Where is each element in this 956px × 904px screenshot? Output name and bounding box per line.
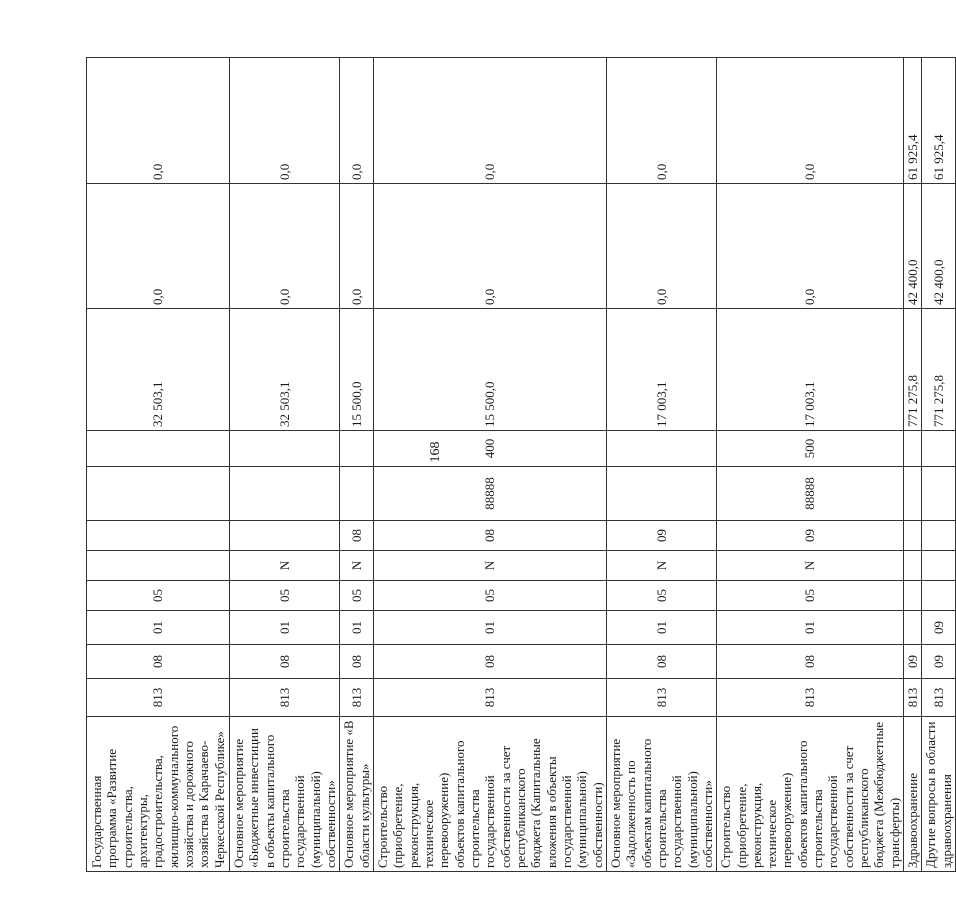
- direction-code: 08: [340, 521, 374, 551]
- amount-year-1: 17 003,1: [606, 309, 716, 431]
- amount-year-1: 771 275,8: [922, 309, 956, 431]
- table-row: [373, 58, 606, 872]
- expense-code: [340, 467, 374, 521]
- expense-type-code: [922, 431, 956, 467]
- amount-year-2: 0,0: [87, 184, 230, 309]
- amount-year-1: 17 003,1: [717, 309, 904, 431]
- program-code: 05: [373, 581, 606, 611]
- amount-year-1: 771 275,8: [904, 309, 922, 431]
- subprogram-code: [922, 551, 956, 581]
- direction-code: 09: [717, 521, 904, 551]
- amount-year-3: 0,0: [87, 58, 230, 184]
- subprogram-code: N: [340, 551, 374, 581]
- expense-code: [87, 467, 230, 521]
- amount-year-3: 61 925,4: [922, 58, 956, 184]
- row-name: Основное мероприятие «Задолженность по объектам капитального строительства государственной (муниципальной) собственности»: [606, 717, 716, 872]
- table-row: [717, 58, 904, 872]
- section-code: 08: [373, 645, 606, 679]
- row-name: Строительство (приобретение, реконструкция, техническое перевооружение) объектов капитального строительства государственной собственности за счет республиканского бюджета (Межбюджетные трансферты): [717, 717, 904, 872]
- amount-year-2: 0,0: [340, 184, 374, 309]
- ministry-code: 813: [606, 679, 716, 717]
- ministry-code: 813: [717, 679, 904, 717]
- program-code: 05: [230, 581, 340, 611]
- expense-type-code: [904, 431, 922, 467]
- subprogram-code: N: [606, 551, 716, 581]
- expense-type-code: 400: [373, 431, 606, 467]
- expense-type-code: [230, 431, 340, 467]
- amount-year-1: 32 503,1: [230, 309, 340, 431]
- subsection-code: 01: [606, 611, 716, 645]
- subsection-code: 01: [340, 611, 374, 645]
- subsection-code: 01: [230, 611, 340, 645]
- amount-year-3: 0,0: [340, 58, 374, 184]
- expense-code: [606, 467, 716, 521]
- amount-year-2: 0,0: [230, 184, 340, 309]
- amount-year-3: 0,0: [606, 58, 716, 184]
- amount-year-1: 15 500,0: [373, 309, 606, 431]
- ministry-code: 813: [922, 679, 956, 717]
- ministry-code: 813: [230, 679, 340, 717]
- subsection-code: 09: [922, 611, 956, 645]
- ministry-code: 813: [904, 679, 922, 717]
- subprogram-code: [904, 551, 922, 581]
- budget-table: [86, 57, 956, 872]
- table-row: [606, 58, 716, 872]
- amount-year-1: 32 503,1: [87, 309, 230, 431]
- program-code: 05: [87, 581, 230, 611]
- ministry-code: 813: [340, 679, 374, 717]
- amount-year-2: 42 400,0: [904, 184, 922, 309]
- direction-code: [922, 521, 956, 551]
- section-code: 08: [87, 645, 230, 679]
- direction-code: 08: [373, 521, 606, 551]
- expense-type-code: [340, 431, 374, 467]
- amount-year-3: 0,0: [230, 58, 340, 184]
- table-row: [340, 58, 374, 872]
- expense-code: [230, 467, 340, 521]
- table-row: [87, 58, 230, 872]
- row-name: Государственная программа «Развитие строительства, архитектуры, градостроительства, жилищно-коммунального хозяйства и дорожного хозяйства в Карачаево-Черкесской Республике»: [87, 717, 230, 872]
- subprogram-code: N: [717, 551, 904, 581]
- amount-year-3: 0,0: [373, 58, 606, 184]
- table-row: [922, 58, 956, 872]
- amount-year-2: 0,0: [717, 184, 904, 309]
- row-name: Здравоохранение: [904, 717, 922, 872]
- amount-year-1: 15 500,0: [340, 309, 374, 431]
- section-code: 09: [904, 645, 922, 679]
- direction-code: 09: [606, 521, 716, 551]
- direction-code: [87, 521, 230, 551]
- subprogram-code: N: [373, 551, 606, 581]
- program-code: 05: [606, 581, 716, 611]
- subsection-code: 01: [717, 611, 904, 645]
- amount-year-2: 42 400,0: [922, 184, 956, 309]
- section-code: 08: [717, 645, 904, 679]
- rotated-table-container: [86, 58, 954, 872]
- expense-code: [904, 467, 922, 521]
- subsection-code: [904, 611, 922, 645]
- table-row: [230, 58, 340, 872]
- expense-code: 88888: [373, 467, 606, 521]
- expense-type-code: 500: [717, 431, 904, 467]
- ministry-code: 813: [373, 679, 606, 717]
- row-name: Основное мероприятие «Бюджетные инвестиции в объекты капитального строительства государственной (муниципальной) собственности»: [230, 717, 340, 872]
- amount-year-2: 0,0: [606, 184, 716, 309]
- subsection-code: 01: [87, 611, 230, 645]
- program-code: [922, 581, 956, 611]
- section-code: 08: [606, 645, 716, 679]
- amount-year-3: 0,0: [717, 58, 904, 184]
- section-code: 08: [340, 645, 374, 679]
- section-code: 08: [230, 645, 340, 679]
- expense-type-code: [87, 431, 230, 467]
- row-name: Строительство (приобретение, реконструкция, техническое перевооружение) объектов капитального строительства государственной собственности за счет республиканского бюджета (Капитальные вложения в объекты государственной (муниципальной) собственности): [373, 717, 606, 872]
- page-number: 168: [428, 441, 443, 463]
- program-code: 05: [717, 581, 904, 611]
- row-name: Другие вопросы в области здравоохранения: [922, 717, 956, 872]
- amount-year-2: 0,0: [373, 184, 606, 309]
- subprogram-code: [87, 551, 230, 581]
- program-code: [904, 581, 922, 611]
- ministry-code: 813: [87, 679, 230, 717]
- program-code: 05: [340, 581, 374, 611]
- section-code: 09: [922, 645, 956, 679]
- expense-code: [922, 467, 956, 521]
- amount-year-3: 61 925,4: [904, 58, 922, 184]
- expense-code: 88888: [717, 467, 904, 521]
- subsection-code: 01: [373, 611, 606, 645]
- expense-type-code: [606, 431, 716, 467]
- direction-code: [904, 521, 922, 551]
- row-name: Основное мероприятие «В области культуры»: [340, 717, 374, 872]
- table-row: [904, 58, 922, 872]
- direction-code: [230, 521, 340, 551]
- subprogram-code: N: [230, 551, 340, 581]
